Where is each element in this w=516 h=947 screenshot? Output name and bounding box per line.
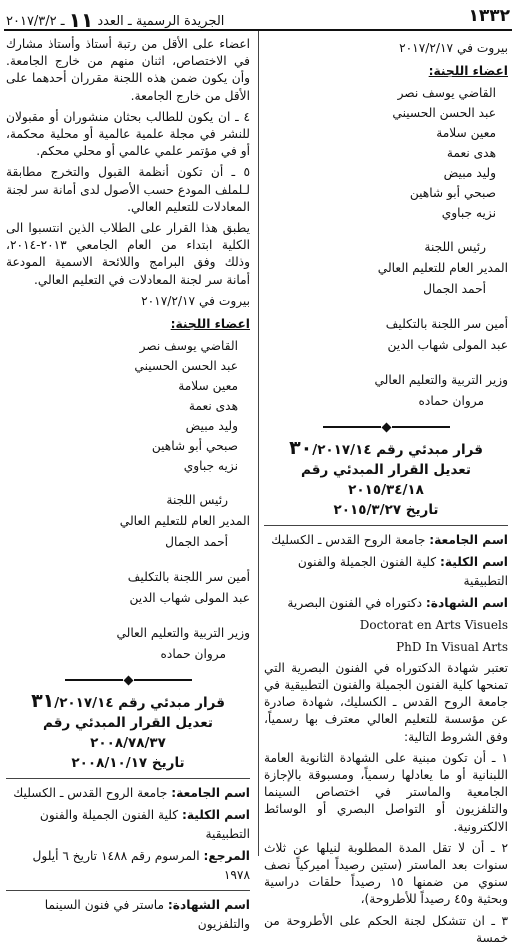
secretary-title: أمين سر اللجنة بالتكليف	[127, 570, 250, 585]
degree-name-french: Doctorat en Arts Visuels	[359, 618, 508, 633]
signing-date: بيروت في ٢٠١٧/٢/١٧	[399, 41, 508, 55]
committee-members	[264, 83, 496, 223]
member-name: وليد مبيض	[443, 166, 496, 181]
degree-label: اسم الشهادة:	[425, 596, 508, 611]
body-paragraph: يطبق هذا القرار على الطلاب الذين انتسبوا الى الكلية ابتداء من العام الجامعي ٢٠١٣-٢٠١٤، وذلك وفق البرامج واللائحة الاسمية المودعة أمانة سر لجنة المعادلات في التعليم العالي.	[6, 221, 250, 287]
issue-date: ـ ٢٠١٧/٣/٢	[6, 14, 65, 29]
faculty-value: كلية الفنون الجميلة والفنون التطبيقية	[297, 555, 508, 589]
chair-role: المدير العام للتعليم العالي	[377, 261, 508, 276]
member-name: القاضي يوسف نصر	[397, 86, 496, 101]
secretary-name: عبد المولى شهاب الدين	[387, 338, 508, 353]
chair-block	[264, 237, 508, 300]
signing-date: بيروت في ٢٠١٧/٢/١٧	[141, 293, 250, 308]
member-name: معين سلامة	[436, 126, 496, 141]
chair-title: رئيس اللجنة	[424, 240, 486, 255]
faculty-label: اسم الكلية:	[439, 555, 508, 570]
member-name: نزيه جباوي	[183, 459, 238, 474]
right-column	[264, 36, 508, 945]
university-value: جامعة الروح القدس ـ الكسليك	[271, 533, 426, 548]
member-name: هدى نعمة	[188, 399, 238, 414]
minister-block	[264, 370, 508, 412]
member-name: وليد مبيض	[185, 419, 238, 434]
degree-field	[6, 896, 250, 934]
reference-value: المرسوم رقم ١٤٨٨ تاريخ ٦ أيلول ١٩٧٨	[32, 849, 250, 883]
decision-paragraph: ٣ ـ ان تتشكل لجنة الحكم على الأطروحة من خمسة	[264, 913, 508, 945]
decision-title-prefix: قرار مبدئي رقم	[376, 442, 483, 459]
member-name: القاضي يوسف نصر	[139, 339, 238, 354]
left-column	[6, 36, 250, 932]
chair-name: أحمد الجمال	[165, 535, 228, 550]
minister-title: وزير التربية والتعليم العالي	[116, 626, 250, 641]
secretary-block	[6, 567, 250, 609]
reference-label: المرجع:	[203, 849, 250, 864]
faculty-value: كلية الفنون الجميلة والفنون التطبيقية	[39, 808, 250, 842]
chair-title: رئيس اللجنة	[166, 493, 228, 508]
minister-name: مروان حماده	[418, 394, 484, 409]
decision-date: تاريخ ٢٠٠٨/١٠/١٧	[71, 755, 185, 772]
divider	[264, 525, 508, 526]
secretary-block	[264, 314, 508, 356]
chair-role: المدير العام للتعليم العالي	[119, 514, 250, 529]
minister-block	[6, 623, 250, 665]
university-field	[6, 784, 250, 803]
secretary-name: عبد المولى شهاب الدين	[129, 591, 250, 606]
section-ornament	[264, 422, 508, 432]
faculty-field	[6, 806, 250, 844]
decision-title	[264, 438, 508, 460]
secretary-title: أمين سر اللجنة بالتكليف	[385, 317, 508, 332]
university-field	[264, 531, 508, 550]
page-number: ١٣٣٢	[468, 6, 510, 26]
section-ornament	[6, 675, 250, 685]
chair-block	[6, 490, 250, 553]
decision-paragraph: ١ ـ أن تكون مبنية على الشهادة الثانوية العامة اللبنانية أو ما يعادلها رسمياً، ومسبوقة بالإجازة الجامعية والماستر في اختصاص السينما والتلفزيون أو التواصل البصري أو الوسائط الالكترونية.	[264, 750, 508, 834]
member-name: نزيه جباوي	[441, 206, 496, 221]
decision-title	[6, 691, 250, 713]
minister-title: وزير التربية والتعليم العالي	[374, 373, 508, 388]
member-name: صبحي أبو شاهين	[409, 186, 496, 201]
gazette-label: الجريدة الرسمية ـ العدد	[97, 14, 225, 29]
member-name: عبد الحسن الحسيني	[392, 106, 496, 121]
divider	[6, 890, 250, 891]
member-name: معين سلامة	[178, 379, 238, 394]
decision-title-suffix: /٢٠١٧/١٤	[312, 442, 372, 459]
degree-name-english: PhD In Visual Arts	[396, 639, 508, 654]
member-name: هدى نعمة	[446, 146, 496, 161]
university-label: اسم الجامعة:	[429, 533, 508, 548]
decision-amendment: تعديل القرار المبدئي رقم ٢٠٠٨/٧٨/٣٧	[43, 715, 213, 752]
decision-number: ٣٠	[289, 437, 313, 460]
university-label: اسم الجامعة:	[171, 786, 250, 801]
body-paragraph: ٥ ـ أن تكون أنظمة القبول والتخرج مطابقة لـلملف المودع حسب الأصول لدى أمانة سر لجنة المعادلات للتعليم العالي.	[6, 165, 250, 214]
decision-title-suffix: /٢٠١٧/١٤	[54, 695, 114, 712]
page-header	[0, 0, 516, 30]
minister-name: مروان حماده	[160, 647, 226, 662]
committee-members	[6, 336, 238, 476]
faculty-field	[264, 553, 508, 591]
committee-title: اعضاء اللجنة:	[170, 317, 250, 332]
degree-value: دكتوراه في الفنون البصرية	[287, 596, 423, 611]
decision-amendment: تعديل القرار المبدئي رقم ٢٠١٥/٣٤/١٨	[301, 462, 471, 499]
reference-field	[6, 847, 250, 885]
decision-paragraph: ٢ ـ أن لا تقل المدة المطلوبة لنيلها عن ثلاث سنوات بعد الماستر (ستين رصيداً اميركياً نصف سنوي من ضمنها ١٥ رصيداً حلقات دراسية وبحثية و٤٥ رصيداً للأطروحة)،	[264, 840, 508, 907]
member-name: صبحي أبو شاهين	[151, 439, 238, 454]
degree-field	[264, 594, 508, 613]
body-paragraph: اعضاء على الأقل من رتبة أستاذ وأستاذ مشارك في الاختصاص، اثنان منهم من خارج الجامعة. وأن يكون ضمن هذه اللجنة مقرران أحدهما على الأقل من خارج الجامعة.	[6, 37, 250, 103]
decision-date: تاريخ ٢٠١٥/٣/٢٧	[333, 502, 439, 519]
issue-number: ١١	[68, 8, 94, 32]
column-divider	[258, 31, 259, 856]
decision-number: ٣١	[31, 690, 55, 713]
committee-title: اعضاء اللجنة:	[428, 64, 508, 79]
decision-title-prefix: قرار مبدئي رقم	[118, 695, 225, 712]
chair-name: أحمد الجمال	[423, 282, 486, 297]
decision-paragraph: تعتبر شهادة الدكتوراه في الفنون البصرية التي تمنحها كلية الفنون الجميلة والفنون التطبيقية في جامعة الروح القدس ـ الكسليك، شهادة صادرة عن مؤسسة للتعليم العالي معترف بها رسمياً، وفق الشروط التالية:	[264, 660, 508, 744]
divider	[6, 778, 250, 779]
university-value: جامعة الروح القدس ـ الكسليك	[13, 786, 168, 801]
degree-label: اسم الشهادة:	[167, 898, 250, 913]
body-paragraph: ٤ ـ ان يكون للطالب بحثان منشوران أو مقبولان للنشر في مجلة علمية عالمية أو محلية محكمة، أو في مؤتمر علمي عالمي أو محلي محكم.	[6, 109, 250, 159]
degree-value: ماستر في فنون السينما والتلفزيون	[44, 898, 250, 932]
faculty-label: اسم الكلية:	[181, 808, 250, 823]
member-name: عبد الحسن الحسيني	[134, 359, 238, 374]
